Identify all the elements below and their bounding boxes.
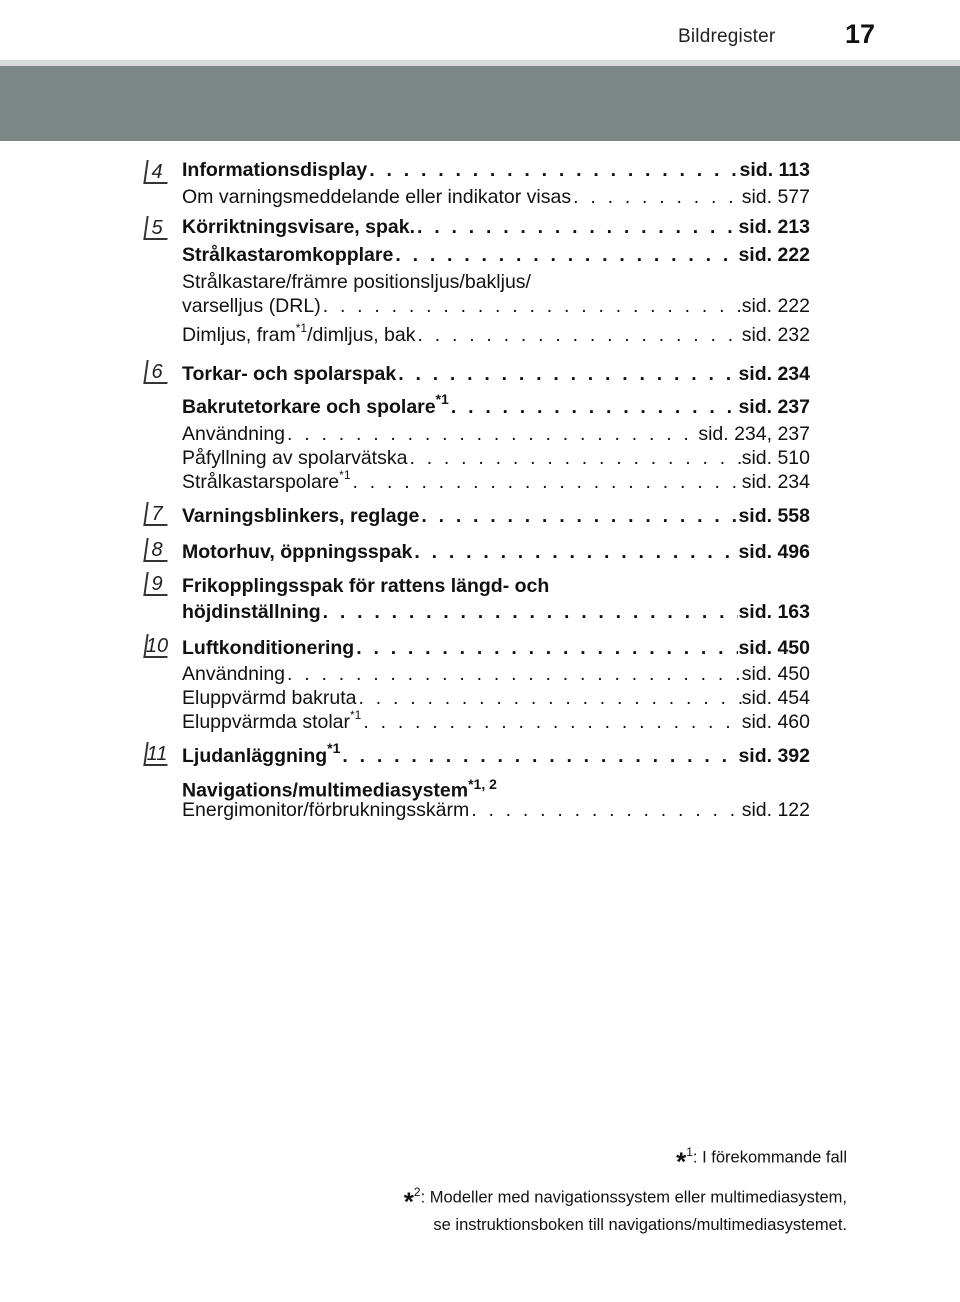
page-ref: sid. 213 bbox=[738, 216, 810, 238]
callout-marker-7: 7 bbox=[145, 502, 169, 526]
callout-marker-8: 8 bbox=[145, 538, 169, 562]
page-ref: sid. 496 bbox=[738, 541, 810, 563]
index-entry-torkar-spolarspak[interactable]: Torkar- och spolarspak . . . sid. 234 bbox=[182, 362, 810, 386]
page-ref: sid. 577 bbox=[741, 186, 810, 208]
index-entry-korriktningsvisare[interactable]: Körriktningsvisare, spak. . . . sid. 213 bbox=[182, 215, 810, 239]
index-entry-varningsblinkers[interactable]: Varningsblinkers, reglage . . . sid. 558 bbox=[182, 504, 810, 528]
callout-marker-11: 11 bbox=[146, 743, 168, 765]
index-entry-bakrutetorkare[interactable]: Bakrutetorkare och spolare$^{*1}$ . . . sid. 237 bbox=[182, 395, 810, 419]
page-ref: sid. 234, 237 bbox=[698, 423, 810, 445]
index-entry-navigation[interactable]: Navigations/multimediasystem$^{*1, 2}$ bbox=[182, 776, 497, 802]
footnote-2-line2: se instruktionsboken till navigations/multimediasystemet. bbox=[433, 1216, 847, 1234]
footnote-2: *$^2$: Modeller med navigationssystem eller multimediasystem, bbox=[403, 1184, 847, 1216]
callout-marker-6: 6 bbox=[145, 360, 169, 384]
page-ref: sid. 222 bbox=[738, 244, 810, 266]
page-ref: sid. 558 bbox=[738, 505, 810, 527]
footnote-ref: *1 bbox=[327, 739, 341, 756]
page-number: 17 bbox=[845, 19, 876, 49]
index-entry-eluppvarmda-stolar[interactable]: Eluppvärmda stolar$^{*1}$ . . . sid. 460 bbox=[182, 710, 810, 734]
footnote-ref: *1, 2 bbox=[468, 776, 497, 792]
page-ref: sid. 450 bbox=[741, 663, 810, 685]
callout-marker-10: 10 bbox=[145, 635, 169, 657]
index-entry-spolarvatska[interactable]: Påfyllning av spolarvätska . . . sid. 510 bbox=[182, 446, 810, 470]
index-entry-informationsdisplay[interactable]: Informationsdisplay . . . sid. 113 bbox=[182, 158, 810, 182]
page-header bbox=[0, 0, 960, 64]
callout-marker-5: 5 bbox=[145, 216, 169, 240]
index-entry-varselljus[interactable]: varselljus (DRL) . . . sid. 222 bbox=[182, 294, 810, 318]
index-entry-hojdinstallning[interactable]: höjdinställning . . . sid. 163 bbox=[182, 600, 810, 624]
footnote-ref: *1 bbox=[350, 707, 362, 722]
page-ref: sid. 232 bbox=[741, 324, 810, 346]
page-ref: sid. 113 bbox=[739, 159, 810, 181]
page-ref: sid. 234 bbox=[738, 363, 810, 385]
callout-marker-4: 4 bbox=[145, 160, 169, 184]
page-ref: sid. 163 bbox=[738, 601, 810, 623]
index-entry-energimonitor[interactable]: Energimonitor/förbrukningsskärm . . . sid. 122 bbox=[182, 798, 810, 822]
index-entry-varningsmeddelande[interactable]: Om varningsmeddelande eller indikator visas . . . sid. 577 bbox=[182, 185, 810, 209]
index-entry-frikopplingsspak-line1: Frikopplingsspak för rattens längd- och bbox=[182, 575, 550, 597]
index-entry-stralkastarspolare[interactable]: Strålkastarspolare$^{*1}$ . . . sid. 234 bbox=[182, 470, 810, 494]
index-entry-stralkastaromkopplare[interactable]: Strålkastaromkopplare . . . sid. 222 bbox=[182, 243, 810, 267]
index-entry-ljudanlaggning[interactable]: Ljudanläggning$^{*1}$ . . . sid. 392 bbox=[182, 744, 810, 768]
page-ref: sid. 450 bbox=[738, 637, 810, 659]
index-entry-motorhuv[interactable]: Motorhuv, öppningsspak . . . sid. 496 bbox=[182, 540, 810, 564]
header-band-image-area bbox=[0, 66, 960, 141]
footnote-ref: *1 bbox=[295, 320, 308, 335]
footnote-ref: *1 bbox=[339, 467, 351, 482]
index-entry-dimljus[interactable]: Dimljus, fram$^{*1}$/dimljus, bak . . . sid. 232 bbox=[182, 323, 810, 347]
page-ref: sid. 392 bbox=[738, 745, 810, 767]
index-entry-anvandning-luft[interactable]: Användning . . . sid. 450 bbox=[182, 662, 810, 686]
index-entry-luftkonditionering[interactable]: Luftkonditionering . . . sid. 450 bbox=[182, 636, 810, 660]
page-ref: sid. 234 bbox=[741, 471, 810, 493]
index-entry-anvandning-torkare[interactable]: Användning . . . sid. 234, 237 bbox=[182, 422, 810, 446]
section-title: Bildregister bbox=[678, 26, 776, 47]
page-ref: sid. 237 bbox=[738, 396, 810, 418]
footnote-ref: *1 bbox=[435, 390, 449, 407]
page-ref: sid. 222 bbox=[741, 295, 810, 317]
page-ref: sid. 122 bbox=[741, 799, 810, 821]
page-ref: sid. 454 bbox=[741, 687, 810, 709]
page-ref: sid. 510 bbox=[741, 447, 810, 469]
footnotes bbox=[404, 1140, 847, 1237]
page-ref: sid. 460 bbox=[741, 711, 810, 733]
callout-marker-9: 9 bbox=[145, 572, 169, 596]
index-entry-eluppvarmd-bakruta[interactable]: Eluppvärmd bakruta . . . sid. 454 bbox=[182, 686, 810, 710]
footnote-1: *$^1$: I förekommande fall bbox=[676, 1145, 847, 1177]
index-entry-stralkastare-line1: Strålkastare/främre positionsljus/bakljus/ bbox=[182, 271, 531, 293]
